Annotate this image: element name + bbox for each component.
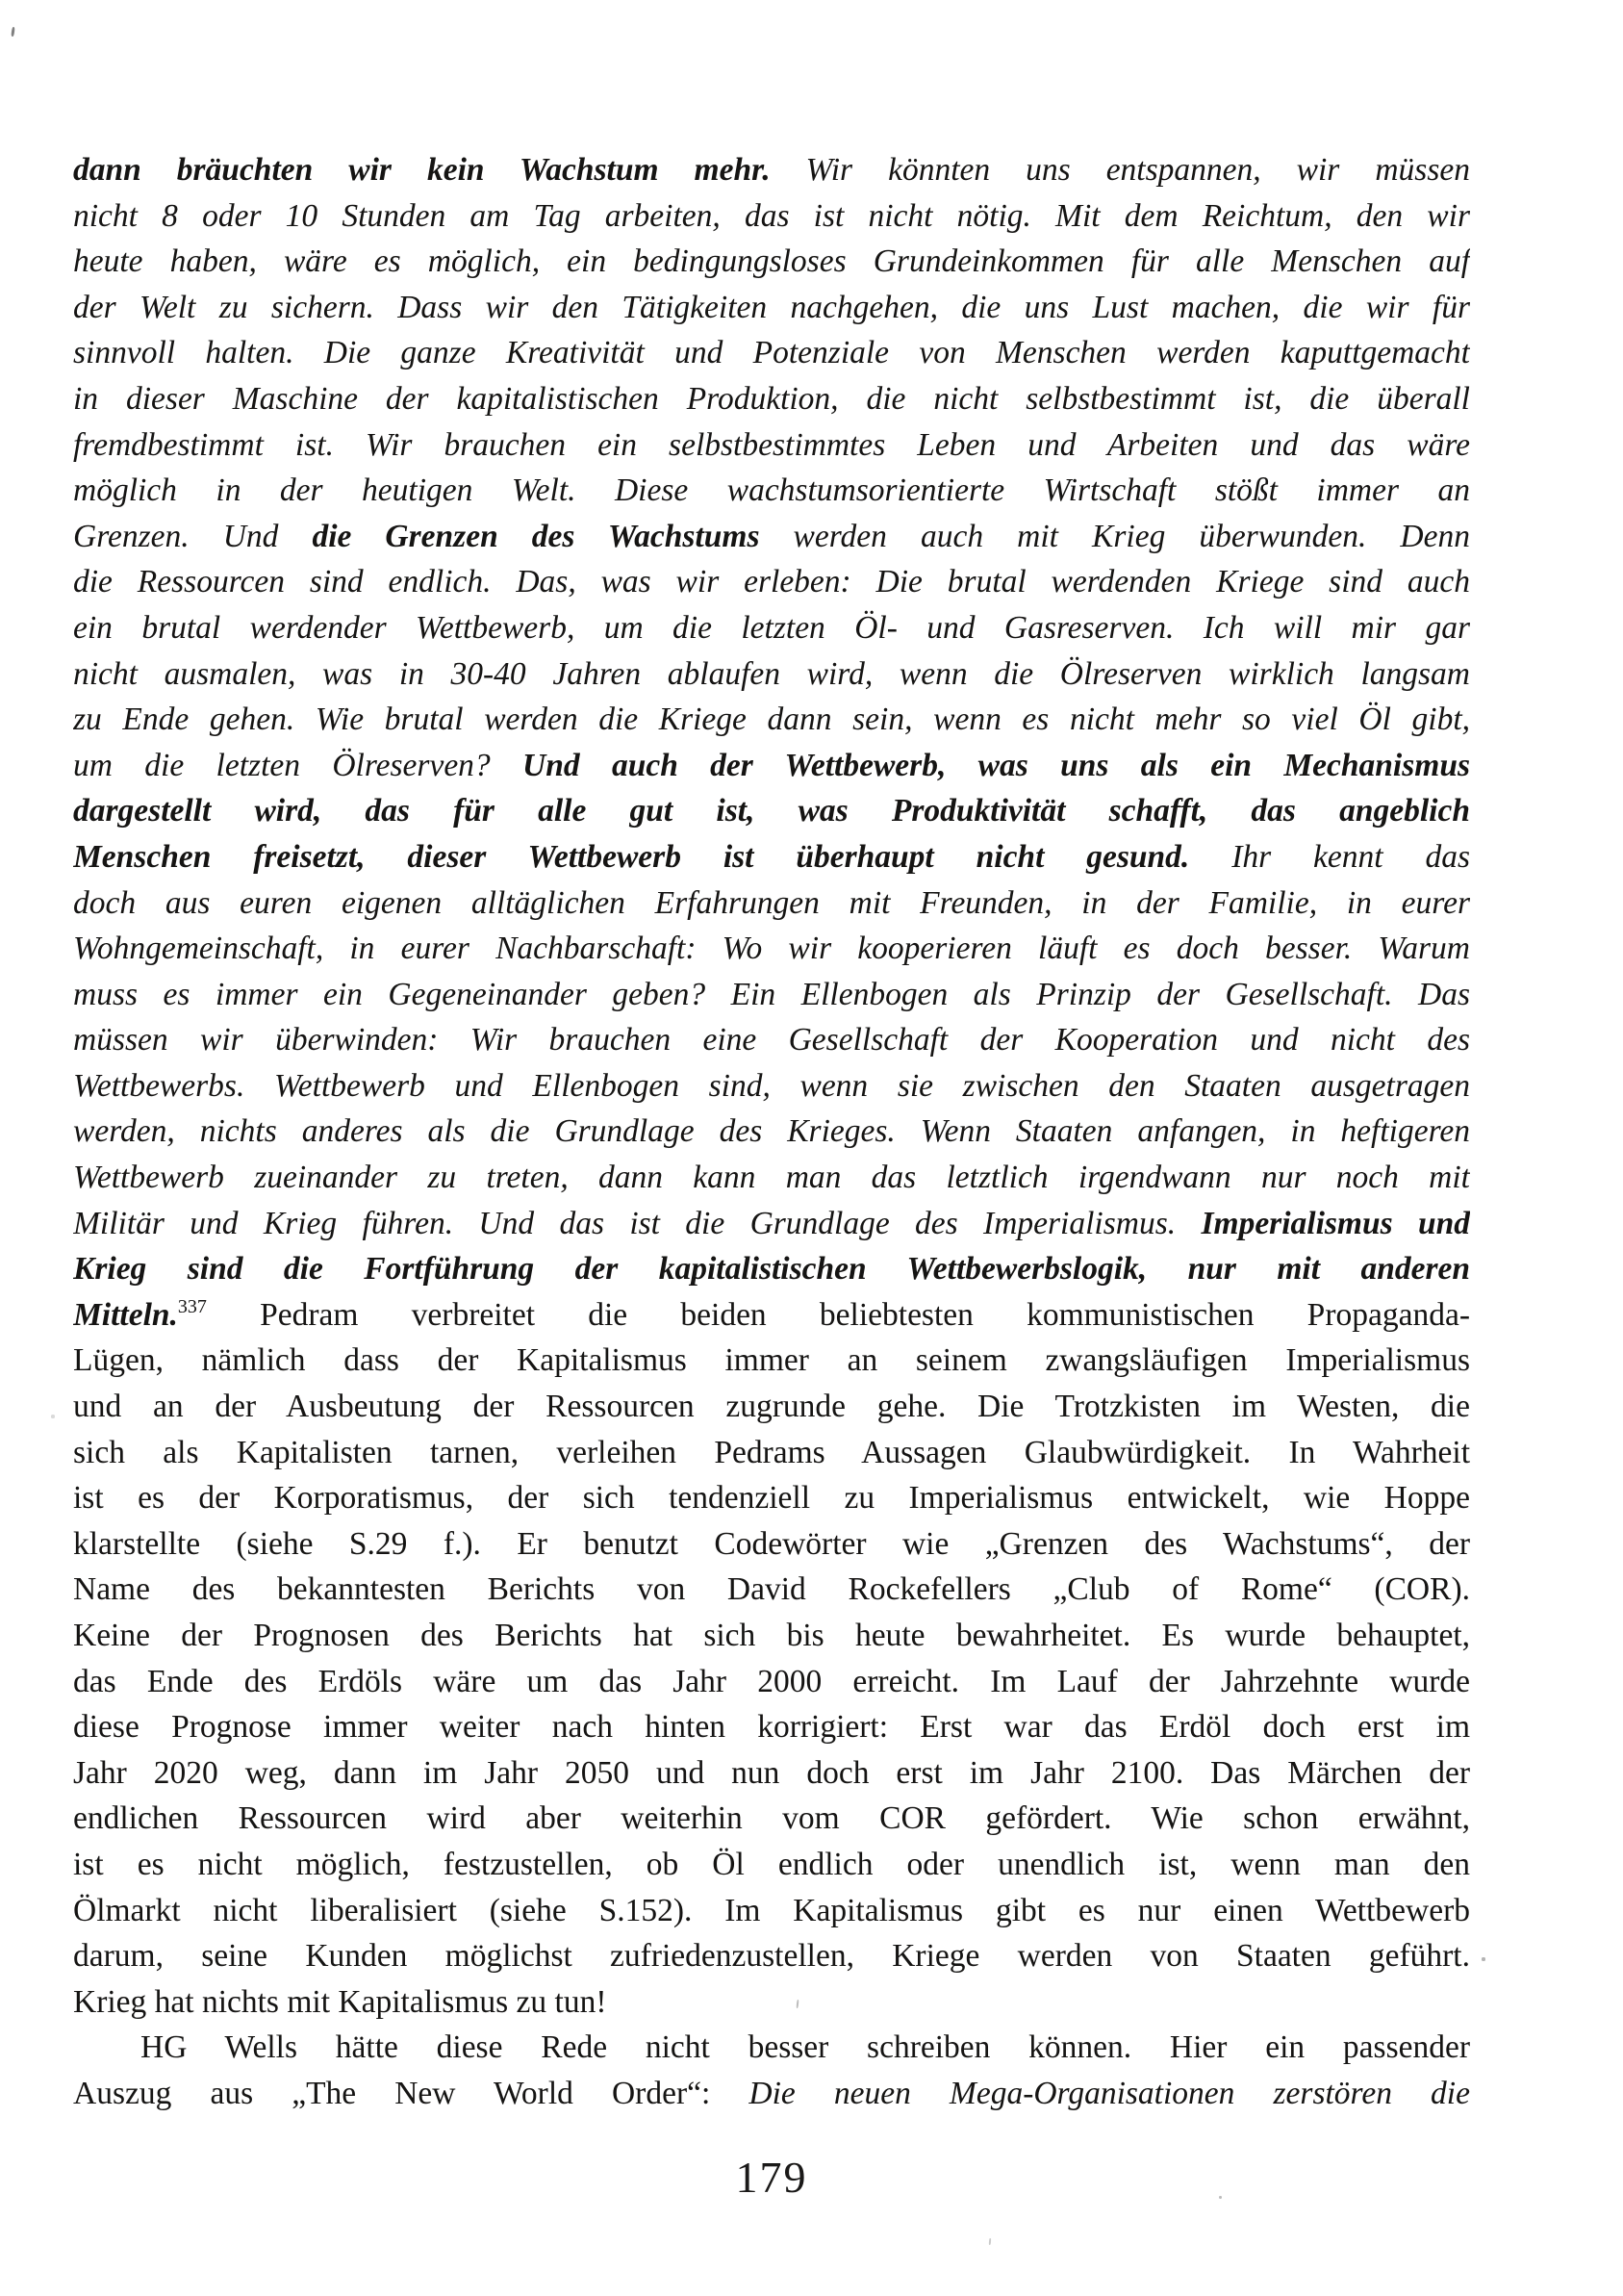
text-line (73, 1292, 1470, 1339)
text-segment: Wettbewerb zueinander zu treten, dann kann man das letztlich irgendwann nur noch mit (73, 1160, 1470, 1196)
text-segment: nicht 8 oder 10 Stunden am Tag arbeiten, das ist nicht nötig. Mit dem Reichtum, den wir (73, 197, 1470, 234)
text-segment: Wohngemeinschaft, in eurer Nachbarschaft: Wo wir kooperieren läuft es doch besser. Warum (73, 931, 1470, 967)
text-line (73, 1017, 1470, 1063)
text-line (73, 1842, 1470, 1888)
text-line (73, 559, 1470, 605)
text-segment: Krieg hat nichts mit Kapitalismus zu tun! (73, 1983, 607, 2020)
text-line (73, 743, 1470, 789)
text-segment: Keine der Prognosen des Berichts hat sich bis heute bewahrheitet. Es wurde behauptet, (73, 1618, 1470, 1653)
text-segment: Imperialismus und (1201, 1205, 1470, 1241)
text-line (73, 1475, 1470, 1521)
text-segment: die Grenzen des Wachstums (312, 518, 760, 554)
text-segment: zu Ende gehen. Wie brutal werden die Kriege dann sein, wenn es nicht mehr so viel Öl gibt, (73, 702, 1470, 738)
text-line (73, 1201, 1470, 1247)
text-segment: sich als Kapitalisten tarnen, verleihen Pedrams Aussagen Glaubwürdigkeit. In Wahrheit (73, 1434, 1470, 1470)
text-line (73, 285, 1470, 331)
text-line (73, 193, 1470, 240)
text-segment: möglich in der heutigen Welt. Diese wachstumsorientierte Wirtschaft stößt immer an (73, 472, 1470, 509)
text-segment: heute haben, wäre es möglich, ein bedingungsloses Grundeinkommen für alle Menschen auf (73, 243, 1470, 280)
text-line (73, 651, 1470, 698)
text-segment: Name des bekanntesten Berichts von David Rockefellers „Club of Rome“ (COR). (73, 1571, 1470, 1608)
text-segment: Die neuen Mega-Organisationen zerstören die (748, 2075, 1470, 2111)
text-line (73, 514, 1470, 560)
text-line (73, 1246, 1470, 1292)
text-segment: HG Wells hätte diese Rede nicht besser schreiben können. Hier ein passender (140, 2029, 1470, 2066)
text-line (73, 1750, 1470, 1797)
text-segment: werden auch mit Krieg überwunden. Denn (759, 518, 1470, 554)
text-segment: Wettbewerbs. Wettbewerb und Ellenbogen sind, wenn sie zwischen den Staaten ausgetragen (73, 1067, 1470, 1104)
text-segment: in dieser Maschine der kapitalistischen Produktion, die nicht selbstbestimmt ist, die überall (73, 380, 1470, 417)
text-segment: Pedram verbreitet die beiden beliebtesten kommunistischen Propaganda- (206, 1296, 1470, 1333)
text-segment: werden, nichts anderes als die Grundlage des Krieges. Wenn Staaten anfangen, in heftigeren (73, 1113, 1470, 1150)
text-line (73, 1933, 1470, 1979)
text-segment: Wir könnten uns entspannen, wir müssen (770, 152, 1470, 188)
text-line (73, 1338, 1470, 1384)
text-segment: um die letzten Ölreserven? (73, 747, 523, 783)
text-line (73, 1109, 1470, 1155)
text-segment: Lügen, nämlich dass der Kapitalismus immer an seinem zwangsläufigen Imperialismus (73, 1342, 1470, 1379)
text-line (73, 2071, 1470, 2117)
text-line (73, 834, 1470, 880)
text-line (73, 1659, 1470, 1705)
text-segment: Und auch der Wettbewerb, was uns als ein Mechanismus (522, 747, 1470, 783)
text-line (73, 605, 1470, 651)
text-line (73, 1613, 1470, 1659)
text-segment: und an der Ausbeutung der Ressourcen zugrunde gehe. Die Trotzkisten im Westen, die (73, 1389, 1470, 1425)
page-number: 179 (735, 2153, 808, 2202)
text-segment: Jahr 2020 weg, dann im Jahr 2050 und nun doch erst im Jahr 2100. Das Märchen der (73, 1754, 1470, 1791)
text-line (73, 697, 1470, 743)
text-segment: Mitteln. (73, 1296, 178, 1333)
text-segment: darum, seine Kunden möglichst zufriedenzustellen, Kriege werden von Staaten geführt. (73, 1938, 1470, 1975)
text-line (73, 880, 1470, 927)
text-segment: fremdbestimmt ist. Wir brauchen ein selbstbestimmtes Leben und Arbeiten und das wäre (73, 426, 1470, 463)
text-segment: muss es immer ein Gegeneinander geben? Ein Ellenbogen als Prinzip der Gesellschaft. Das (73, 976, 1470, 1012)
text-segment: nicht ausmalen, was in 30-40 Jahren ablaufen wird, wenn die Ölreserven wirklich langsam (73, 655, 1470, 692)
text-line (73, 1567, 1470, 1613)
text-line (73, 1796, 1470, 1842)
text-segment: 337 (177, 1295, 207, 1317)
text-line (73, 330, 1470, 376)
text-segment: ein brutal werdender Wettbewerb, um die letzten Öl- und Gasreserven. Ich will mir gar (73, 609, 1470, 646)
text-segment: Ihr kennt das (1189, 838, 1470, 875)
text-segment: ist es nicht möglich, festzustellen, ob Öl endlich oder unendlich ist, wenn man den (73, 1846, 1470, 1882)
text-line (73, 376, 1470, 422)
text-line (73, 1384, 1470, 1430)
text-line (73, 422, 1470, 469)
text-segment: doch aus euren eigenen alltäglichen Erfahrungen mit Freunden, in der Familie, in eurer (73, 884, 1470, 921)
text-line (73, 2025, 1470, 2071)
ink-speck (989, 2238, 992, 2245)
text-segment: Grenzen. Und (73, 518, 313, 554)
text-segment: Militär und Krieg führen. Und das ist die Grundlage des Imperialismus. (73, 1205, 1202, 1241)
text-line (73, 1704, 1470, 1750)
text-segment: Krieg sind die Fortführung der kapitalistischen Wettbewerbslogik, nur mit anderen (73, 1251, 1470, 1288)
text-line (73, 239, 1470, 285)
ink-speck (11, 27, 14, 37)
text-line (73, 468, 1470, 514)
text-line (73, 1063, 1470, 1110)
text-segment: Auszug aus „The New World Order“: (73, 2075, 749, 2111)
text-line (73, 972, 1470, 1018)
text-segment: dargestellt wird, das für alle gut ist, was Produktivität schafft, das angeblich (73, 793, 1470, 829)
text-segment: klarstellte (siehe S.29 f.). Er benutzt Codewörter wie „Grenzen des Wachstums“, der (73, 1525, 1470, 1562)
text-line (73, 1430, 1470, 1476)
text-segment: dann bräuchten wir kein Wachstum mehr. (73, 152, 771, 188)
text-line (73, 1979, 1470, 2026)
text-segment: Ölmarkt nicht liberalisiert (siehe S.152). Im Kapitalismus gibt es nur einen Wettbewerb (73, 1892, 1470, 1928)
text-segment: endlichen Ressourcen wird aber weiterhin vom COR gefördert. Wie schon erwähnt, (73, 1800, 1470, 1837)
text-line (73, 788, 1470, 834)
text-line (73, 1155, 1470, 1201)
text-segment: die Ressourcen sind endlich. Das, was wir erleben: Die brutal werdenden Kriege sind auch (73, 564, 1470, 600)
text-segment: das Ende des Erdöls wäre um das Jahr 2000 erreicht. Im Lauf der Jahrzehnte wurde (73, 1663, 1470, 1699)
ink-speck (1482, 1957, 1485, 1961)
text-line (73, 926, 1470, 972)
text-line (73, 1888, 1470, 1934)
body-text (73, 147, 1470, 2117)
text-line (73, 147, 1470, 193)
text-segment: ist es der Korporatismus, der sich tendenziell zu Imperialismus entwickelt, wie Hoppe (73, 1480, 1470, 1517)
text-line (73, 1521, 1470, 1568)
text-segment: Menschen freisetzt, dieser Wettbewerb ist überhaupt nicht gesund. (73, 838, 1190, 875)
text-segment: der Welt zu sichern. Dass wir den Tätigkeiten nachgehen, die uns Lust machen, die wir für (73, 289, 1470, 325)
ink-speck (51, 1415, 55, 1418)
text-segment: diese Prognose immer weiter nach hinten korrigiert: Erst war das Erdöl doch erst im (73, 1709, 1470, 1746)
text-segment: sinnvoll halten. Die ganze Kreativität und Potenziale von Menschen werden kaputtgemacht (73, 335, 1470, 371)
text-segment: müssen wir überwinden: Wir brauchen eine Gesellschaft der Kooperation und nicht des (73, 1022, 1470, 1059)
